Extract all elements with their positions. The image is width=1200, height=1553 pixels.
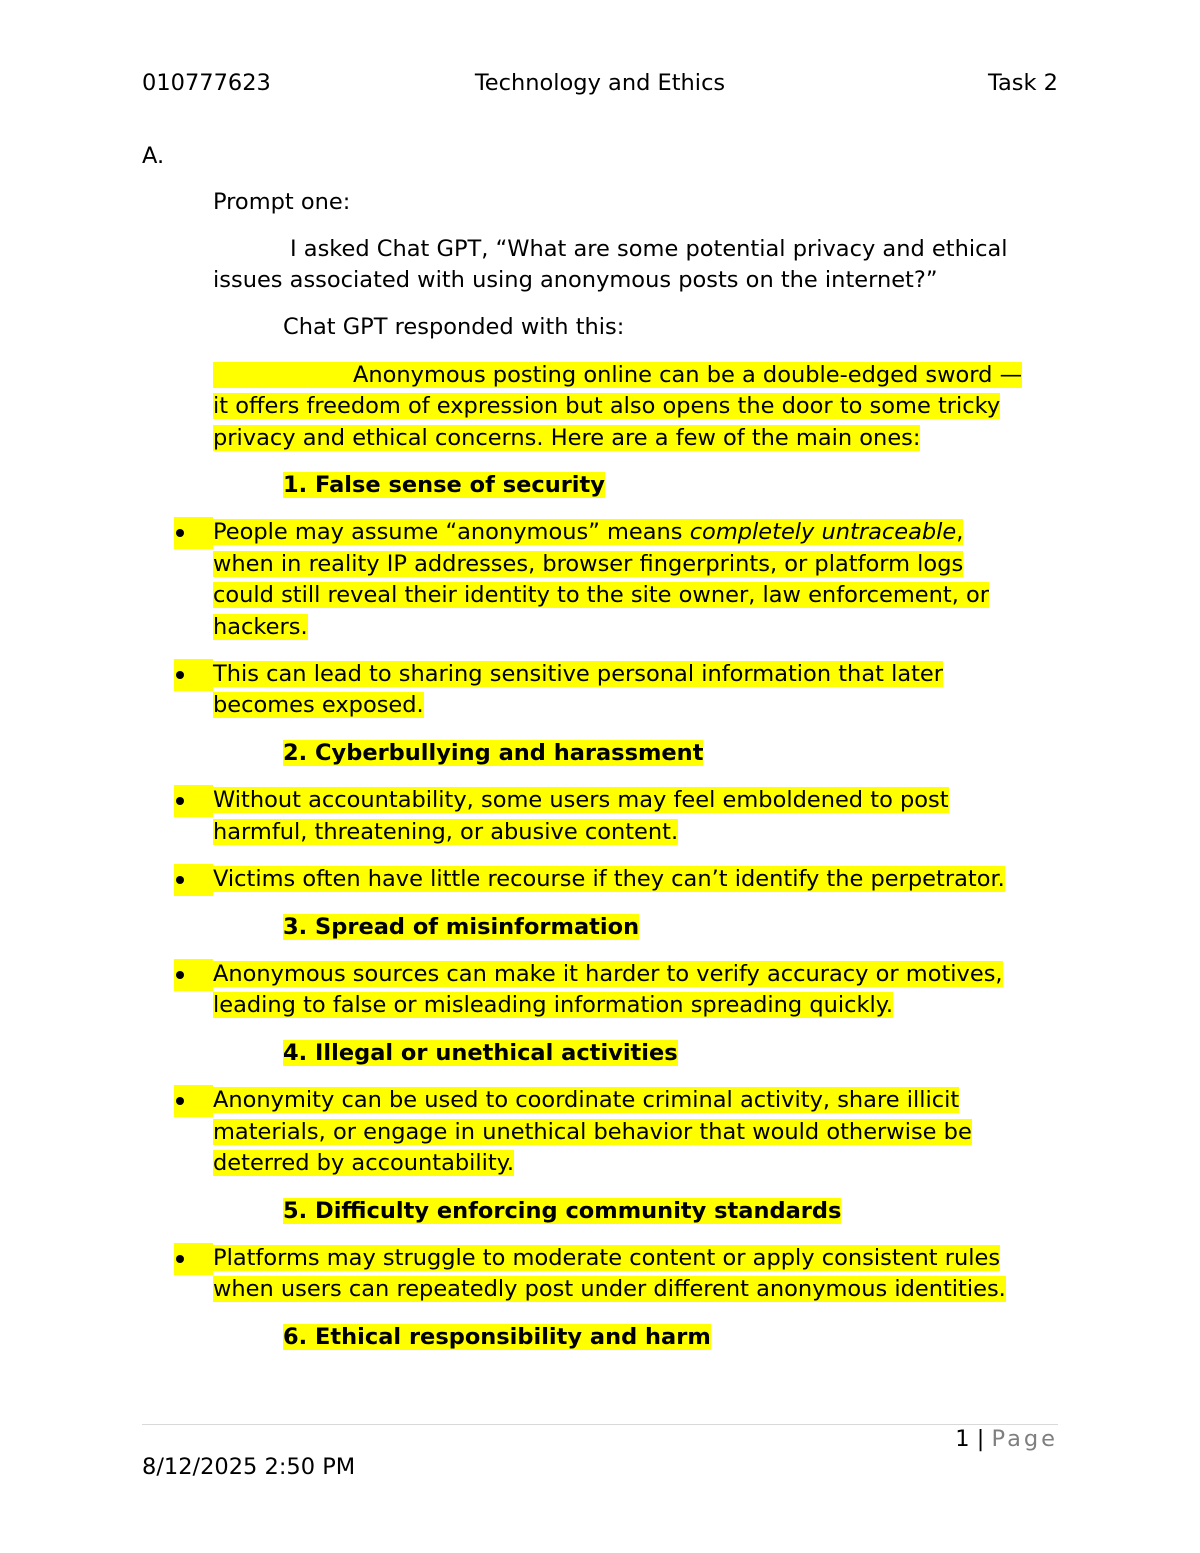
highlighted-text: 1. False sense of security xyxy=(283,472,605,498)
header-task-label: Task 2 xyxy=(987,70,1058,96)
highlighted-text: 5. Difficulty enforcing community standards xyxy=(283,1198,842,1224)
bullet-dot-icon xyxy=(176,671,184,679)
list-item-text xyxy=(213,1243,1000,1275)
highlighted-text: 3. Spread of misinformation xyxy=(283,914,640,940)
header-course-title: Technology and Ethics xyxy=(474,70,726,96)
list-item-text xyxy=(213,959,1003,991)
list-item-text xyxy=(213,612,308,644)
section-heading-5 xyxy=(283,1196,841,1228)
footer-timestamp: 8/12/2025 2:50 PM xyxy=(142,1454,356,1480)
highlighted-text: Platforms may struggle to moderate content or apply consistent rules xyxy=(213,1245,1001,1271)
highlighted-text: deterred by accountability. xyxy=(213,1150,514,1176)
list-item-text xyxy=(213,580,989,612)
highlighted-text: becomes exposed. xyxy=(213,692,424,718)
bullet-text-pre: People may assume “anonymous” means xyxy=(213,519,690,545)
answer-intro-line-2 xyxy=(213,391,1000,423)
section-heading-1 xyxy=(283,470,605,502)
highlighted-text: leading to false or misleading information spreading quickly. xyxy=(213,992,894,1018)
highlighted-text: when users can repeatedly post under different anonymous identities. xyxy=(213,1276,1006,1302)
response-intro: Chat GPT responded with this: xyxy=(283,314,625,340)
list-item-text xyxy=(213,817,678,849)
highlighted-text: privacy and ethical concerns. Here are a few of the main ones: xyxy=(213,425,921,451)
highlighted-text: harmful, threatening, or abusive content. xyxy=(213,819,679,845)
header-student-id: 010777623 xyxy=(142,70,271,96)
list-item-text xyxy=(213,690,424,722)
list-item-text xyxy=(213,517,963,549)
page-number xyxy=(955,1426,1058,1452)
highlighted-text: Anonymous posting online can be a double-edged sword — xyxy=(213,362,1022,388)
highlighted-text: 4. Illegal or unethical activities xyxy=(283,1040,678,1066)
bullet-marker xyxy=(174,1085,213,1117)
section-heading-2 xyxy=(283,738,703,770)
highlighted-text: Anonymity can be used to coordinate criminal activity, share illicit xyxy=(213,1087,960,1113)
bullet-dot-icon xyxy=(176,971,184,979)
highlighted-text: it offers freedom of expression but also opens the door to some tricky xyxy=(213,393,1001,419)
answer-intro-line-1 xyxy=(213,360,1022,392)
bullet-marker xyxy=(174,659,213,691)
page-number-value: 1 xyxy=(955,1426,970,1452)
section-label: A. xyxy=(142,143,165,169)
bullet-marker xyxy=(174,1243,213,1275)
page-number-separator: | xyxy=(969,1426,992,1452)
bullet-text-post: , xyxy=(956,519,964,545)
highlighted-text: Without accountability, some users may feel emboldened to post xyxy=(213,787,949,813)
list-item-text xyxy=(213,785,949,817)
section-heading-3 xyxy=(283,912,639,944)
bullet-dot-icon xyxy=(176,1097,184,1105)
highlighted-text: when in reality IP addresses, browser fingerprints, or platform logs xyxy=(213,551,964,577)
prompt-label: Prompt one: xyxy=(213,189,351,215)
bullet-marker xyxy=(174,959,213,991)
list-item-text xyxy=(213,659,943,691)
list-item-text xyxy=(213,1274,1006,1306)
bullet-marker xyxy=(174,864,213,896)
section-heading-4 xyxy=(283,1038,678,1070)
bullet-marker xyxy=(174,785,213,817)
question-line-2: issues associated with using anonymous posts on the internet?” xyxy=(213,267,938,293)
list-item-text xyxy=(213,549,963,581)
answer-intro-line-3 xyxy=(213,423,920,455)
highlighted-text: 6. Ethical responsibility and harm xyxy=(283,1324,711,1350)
list-item-text xyxy=(213,864,1005,896)
question-line-1: I asked Chat GPT, “What are some potential privacy and ethical xyxy=(290,236,1008,262)
list-item-text xyxy=(213,1085,959,1117)
page-header xyxy=(142,70,1058,100)
bullet-marker xyxy=(174,517,213,549)
highlighted-text: This can lead to sharing sensitive personal information that later xyxy=(213,661,944,687)
highlighted-text: could still reveal their identity to the site owner, law enforcement, or xyxy=(213,582,990,608)
highlighted-text: Victims often have little recourse if they can’t identify the perpetrator. xyxy=(213,866,1005,892)
list-item-text xyxy=(213,1148,514,1180)
highlighted-text: 2. Cyberbullying and harassment xyxy=(283,740,704,766)
bullet-dot-icon xyxy=(176,797,184,805)
footer-divider xyxy=(142,1424,1058,1425)
highlighted-text: hackers. xyxy=(213,614,308,640)
bullet-text-italic: completely untraceable xyxy=(689,519,957,545)
list-item-text xyxy=(213,990,893,1022)
bullet-dot-icon xyxy=(176,529,184,537)
bullet-dot-icon xyxy=(176,1255,184,1263)
section-heading-6 xyxy=(283,1322,711,1354)
highlighted-text: Anonymous sources can make it harder to verify accuracy or motives, xyxy=(213,961,1003,987)
highlighted-text: materials, or engage in unethical behavior that would otherwise be xyxy=(213,1119,972,1145)
page-label: Page xyxy=(991,1426,1058,1452)
bullet-dot-icon xyxy=(176,876,184,884)
list-item-text xyxy=(213,1117,972,1149)
